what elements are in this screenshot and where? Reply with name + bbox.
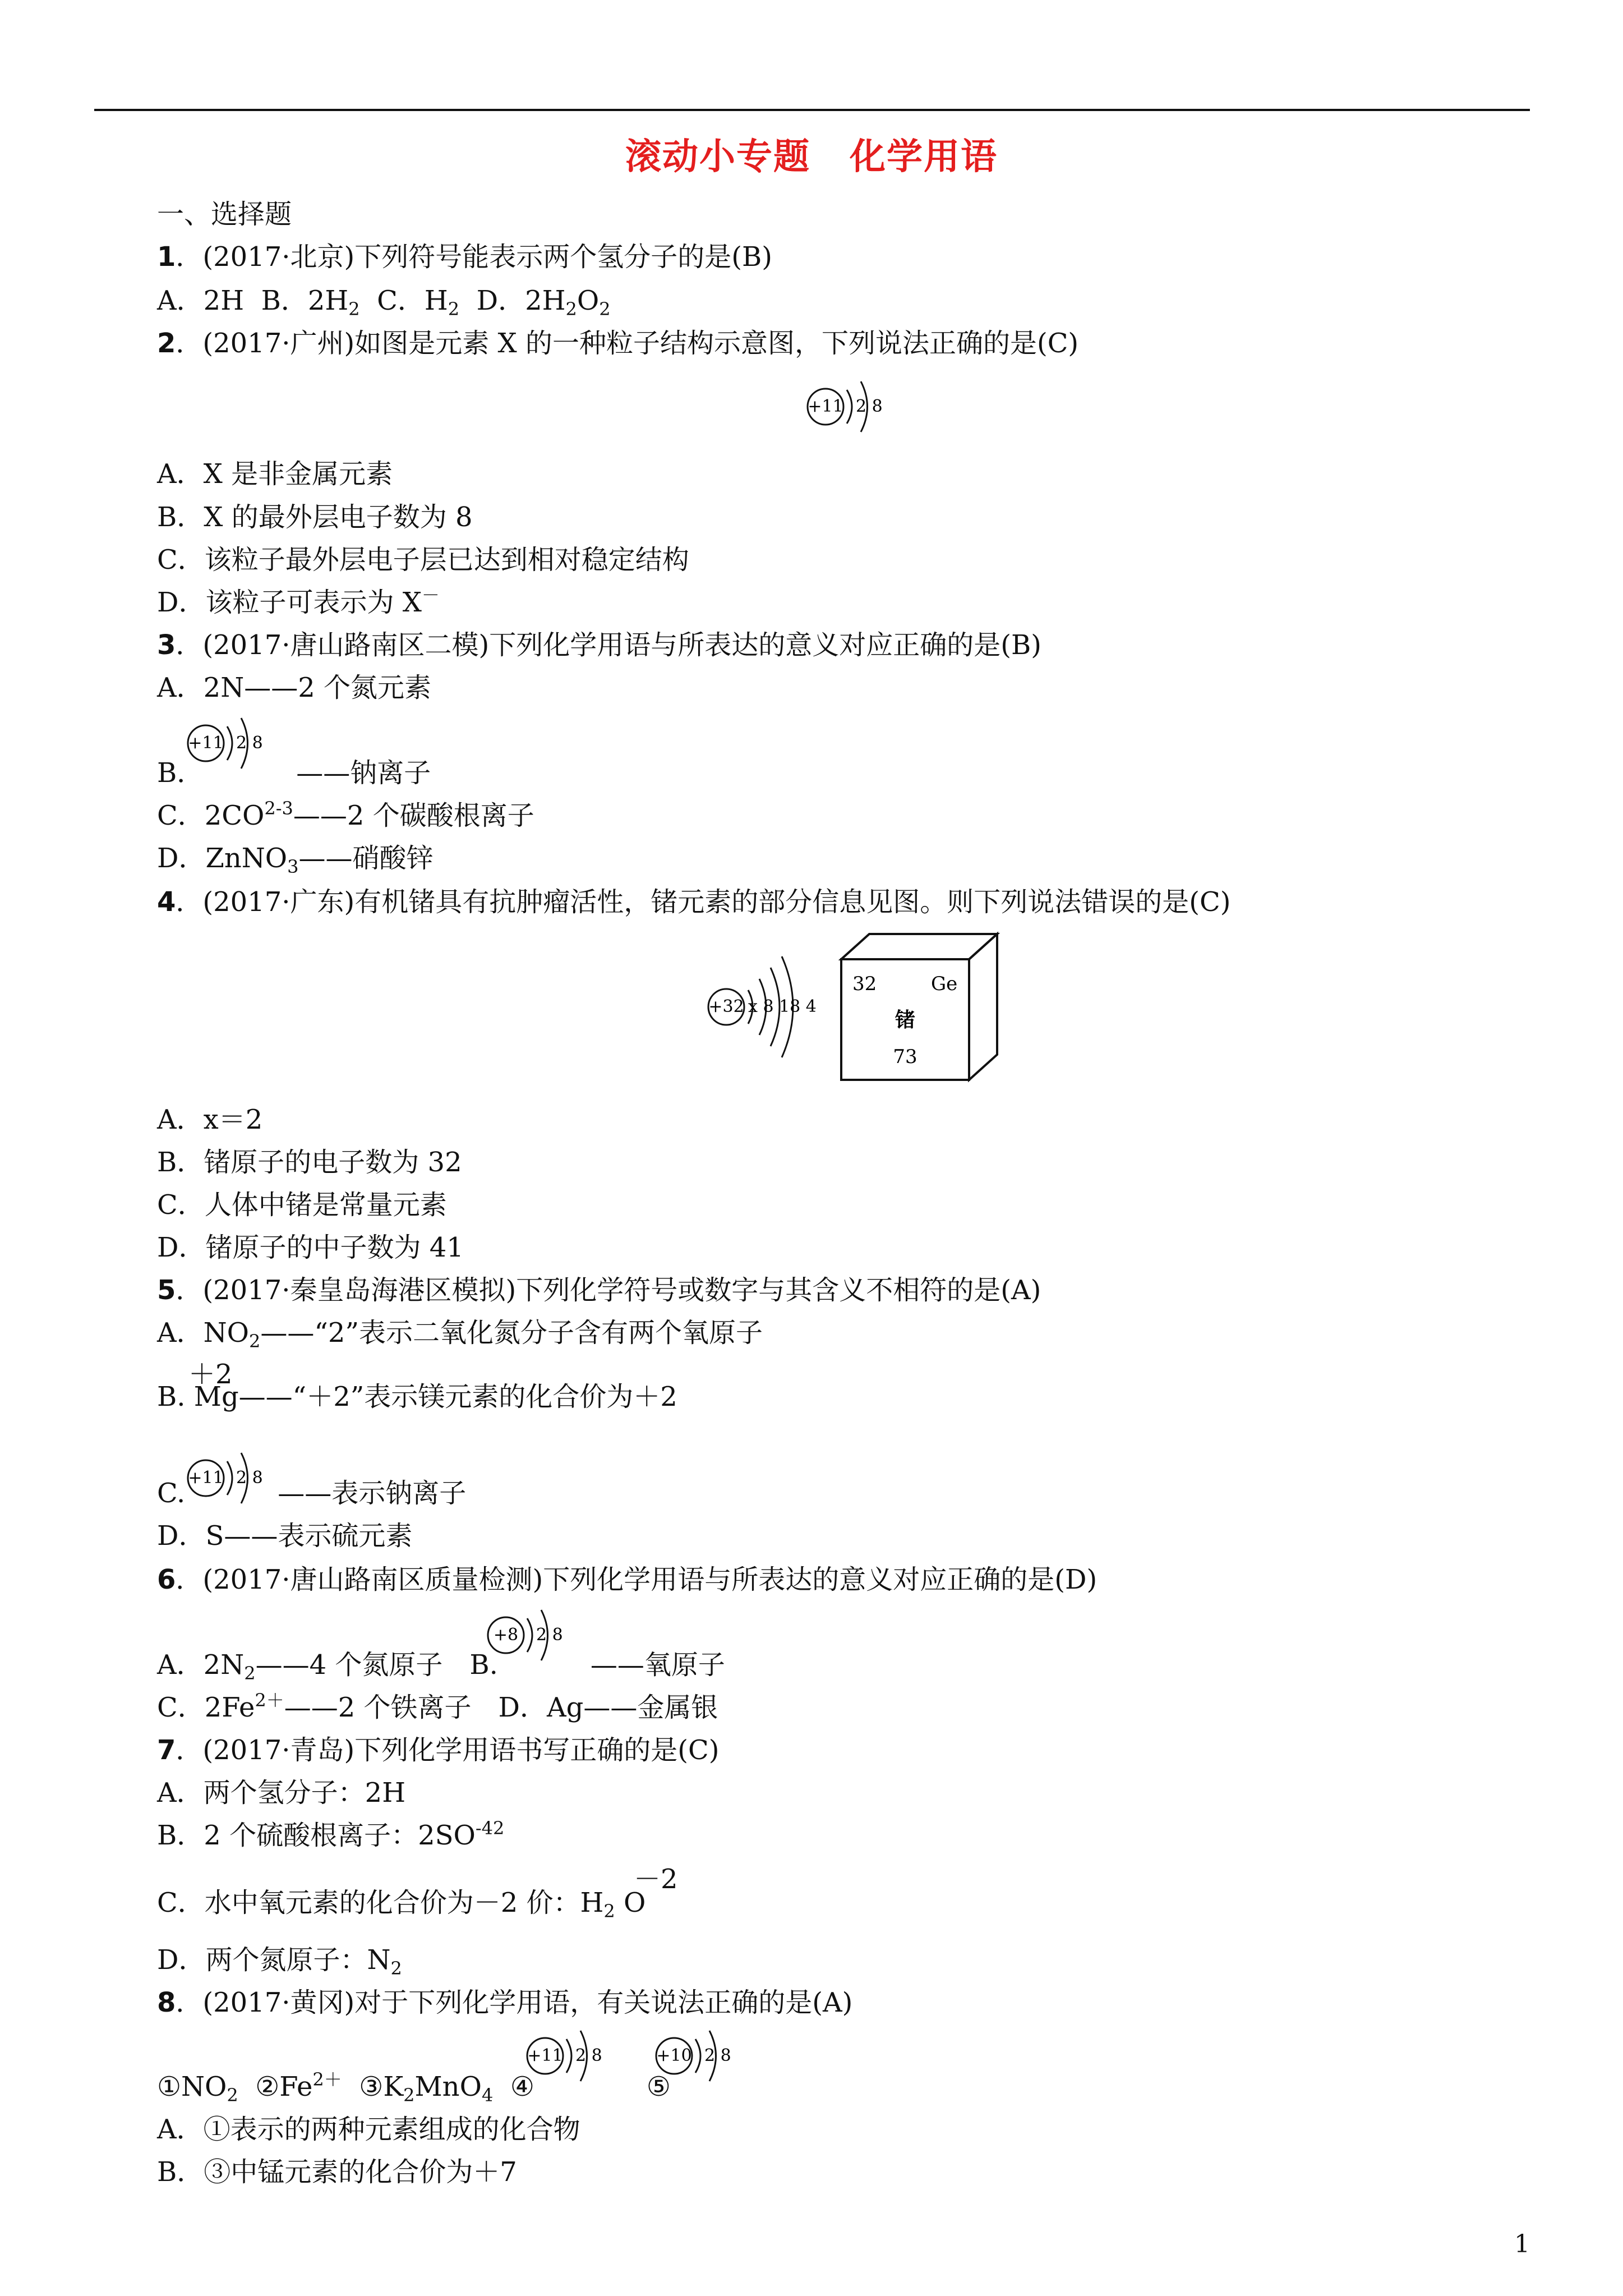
q3-option-d: D．ZnNO$_3$——硝酸锌 bbox=[157, 843, 434, 877]
svg-text:+11: +11 bbox=[527, 2046, 563, 2065]
q2-option-c: C．该粒子最外层电子层已达到相对稳定结构 bbox=[157, 544, 689, 576]
svg-text:+32: +32 bbox=[708, 997, 744, 1016]
q8-items: $①NO_2$ $②Fe^{2+}$ $③K_2MnO_4$ ④ ⑤ bbox=[157, 2069, 671, 2106]
question-4: 4．(2017·广东)有机锗具有抗肿瘤活性，锗元素的部分信息见图。则下列说法错误的是(C) bbox=[157, 886, 1231, 918]
question-7: 7．(2017·青岛)下列化学用语书写正确的是(C) bbox=[157, 1734, 720, 1766]
question-5: 5．(2017·秦皇岛海港区模拟)下列化学符号或数字与其含义不相符的是(A) bbox=[157, 1274, 1041, 1306]
svg-text:2 8: 2 8 bbox=[704, 2046, 731, 2065]
svg-text:2 8: 2 8 bbox=[536, 1625, 563, 1645]
q3-option-b: B． ——钠离子 bbox=[157, 757, 431, 789]
q7-option-c: C．水中氧元素的化合价为－2 价：$H_2$ O bbox=[157, 1887, 646, 1922]
question-3: 3．(2017·唐山路南区二模)下列化学用语与所表达的意义对应正确的是(B) bbox=[157, 629, 1042, 661]
svg-text:2 8: 2 8 bbox=[236, 733, 263, 753]
page-title bbox=[0, 128, 1623, 180]
q4-option-a: A．x＝2 bbox=[157, 1104, 263, 1135]
q8-option-b: B．③中锰元素的化合价为＋7 bbox=[157, 2156, 517, 2188]
svg-text:2 8: 2 8 bbox=[856, 397, 883, 416]
question-8: 8．(2017·黄冈)对于下列化学用语，有关说法正确的是(A) bbox=[157, 1987, 853, 2018]
question-1: 1．(2017·北京)下列符号能表示两个氢分子的是(B) bbox=[157, 241, 773, 273]
q7-option-b: B．2 个硫酸根离子：$2SO^{-42}$ bbox=[157, 1818, 505, 1851]
q2-option-d: D．该粒子可表示为 X－ bbox=[157, 585, 440, 618]
q5-option-a: A．$NO_2——“2$”表示二氧化氮分子含有两个氧原子 bbox=[157, 1317, 763, 1352]
q5-option-b: B. Mg——“＋2”表示镁元素的化合价为＋2 bbox=[157, 1381, 677, 1412]
title-right: 化学用语 bbox=[850, 136, 998, 178]
q7-option-a: A．两个氢分子：2H bbox=[157, 1777, 406, 1809]
germanium-diagram bbox=[701, 926, 1015, 1088]
svg-text:+11: +11 bbox=[188, 733, 224, 753]
question-1-options: A．2H B．$2H_2$ C．$H_2$ D．$2H_2O_2$ bbox=[157, 285, 611, 320]
q4-option-b: B．锗原子的电子数为 32 bbox=[157, 1147, 462, 1178]
q8-option-a: A．①表示的两种元素组成的化合物 bbox=[157, 2114, 580, 2145]
svg-text:2 8: 2 8 bbox=[575, 2046, 602, 2065]
svg-text:+11: +11 bbox=[808, 397, 843, 416]
q4-option-c: C．人体中锗是常量元素 bbox=[157, 1189, 447, 1221]
svg-text:x 8 18 4: x 8 18 4 bbox=[748, 997, 817, 1016]
q5-option-c: C. ——表示钠离子 bbox=[157, 1478, 467, 1509]
svg-text:32: 32 bbox=[852, 973, 877, 995]
q3-option-a: A．2N——2 个氮元素 bbox=[157, 672, 432, 703]
svg-text:Ge: Ge bbox=[931, 973, 958, 995]
svg-text:+8: +8 bbox=[493, 1625, 519, 1645]
q4-option-d: D．锗原子的中子数为 41 bbox=[157, 1232, 464, 1263]
q3-option-c: C．2CO$^{2-3}$——2 个碳酸根离子 bbox=[157, 798, 534, 831]
page-number: 1 bbox=[1514, 2230, 1530, 2258]
q7-option-c-overscript: －2 bbox=[634, 1864, 678, 1895]
q5-option-b-overscript: ＋2 bbox=[188, 1359, 233, 1390]
question-2: 2．(2017·广州)如图是元素 X 的一种粒子结构示意图，下列说法正确的是(C) bbox=[157, 328, 1079, 359]
svg-text:2 8: 2 8 bbox=[236, 1468, 263, 1488]
svg-text:锗: 锗 bbox=[895, 1009, 916, 1032]
q6-options-ab: A．$2N_2——4$ 个氮原子 B. ——氧原子 bbox=[157, 1649, 725, 1684]
title-left: 滚动小专题 bbox=[625, 136, 810, 178]
svg-text:73: 73 bbox=[893, 1046, 917, 1068]
question-6: 6．(2017·唐山路南区质量检测)下列化学用语与所表达的意义对应正确的是(D) bbox=[157, 1564, 1098, 1595]
q5-option-d: D．S——表示硫元素 bbox=[157, 1520, 413, 1552]
svg-text:+10: +10 bbox=[656, 2046, 692, 2065]
q6-options-cd: C．$2Fe^{2+}——2$ 个铁离子 D．Ag——金属银 bbox=[157, 1690, 718, 1723]
q2-option-b: B．X 的最外层电子数为 8 bbox=[157, 501, 473, 533]
svg-text:+11: +11 bbox=[188, 1468, 224, 1488]
header-rule bbox=[94, 109, 1530, 111]
atom-structure-diagram-q2 bbox=[802, 376, 892, 438]
section-heading: 一、选择题 bbox=[157, 199, 292, 230]
q7-option-d: D．两个氮原子：$N_2$ bbox=[157, 1944, 402, 1979]
q2-option-a: A．X 是非金属元素 bbox=[157, 458, 393, 490]
